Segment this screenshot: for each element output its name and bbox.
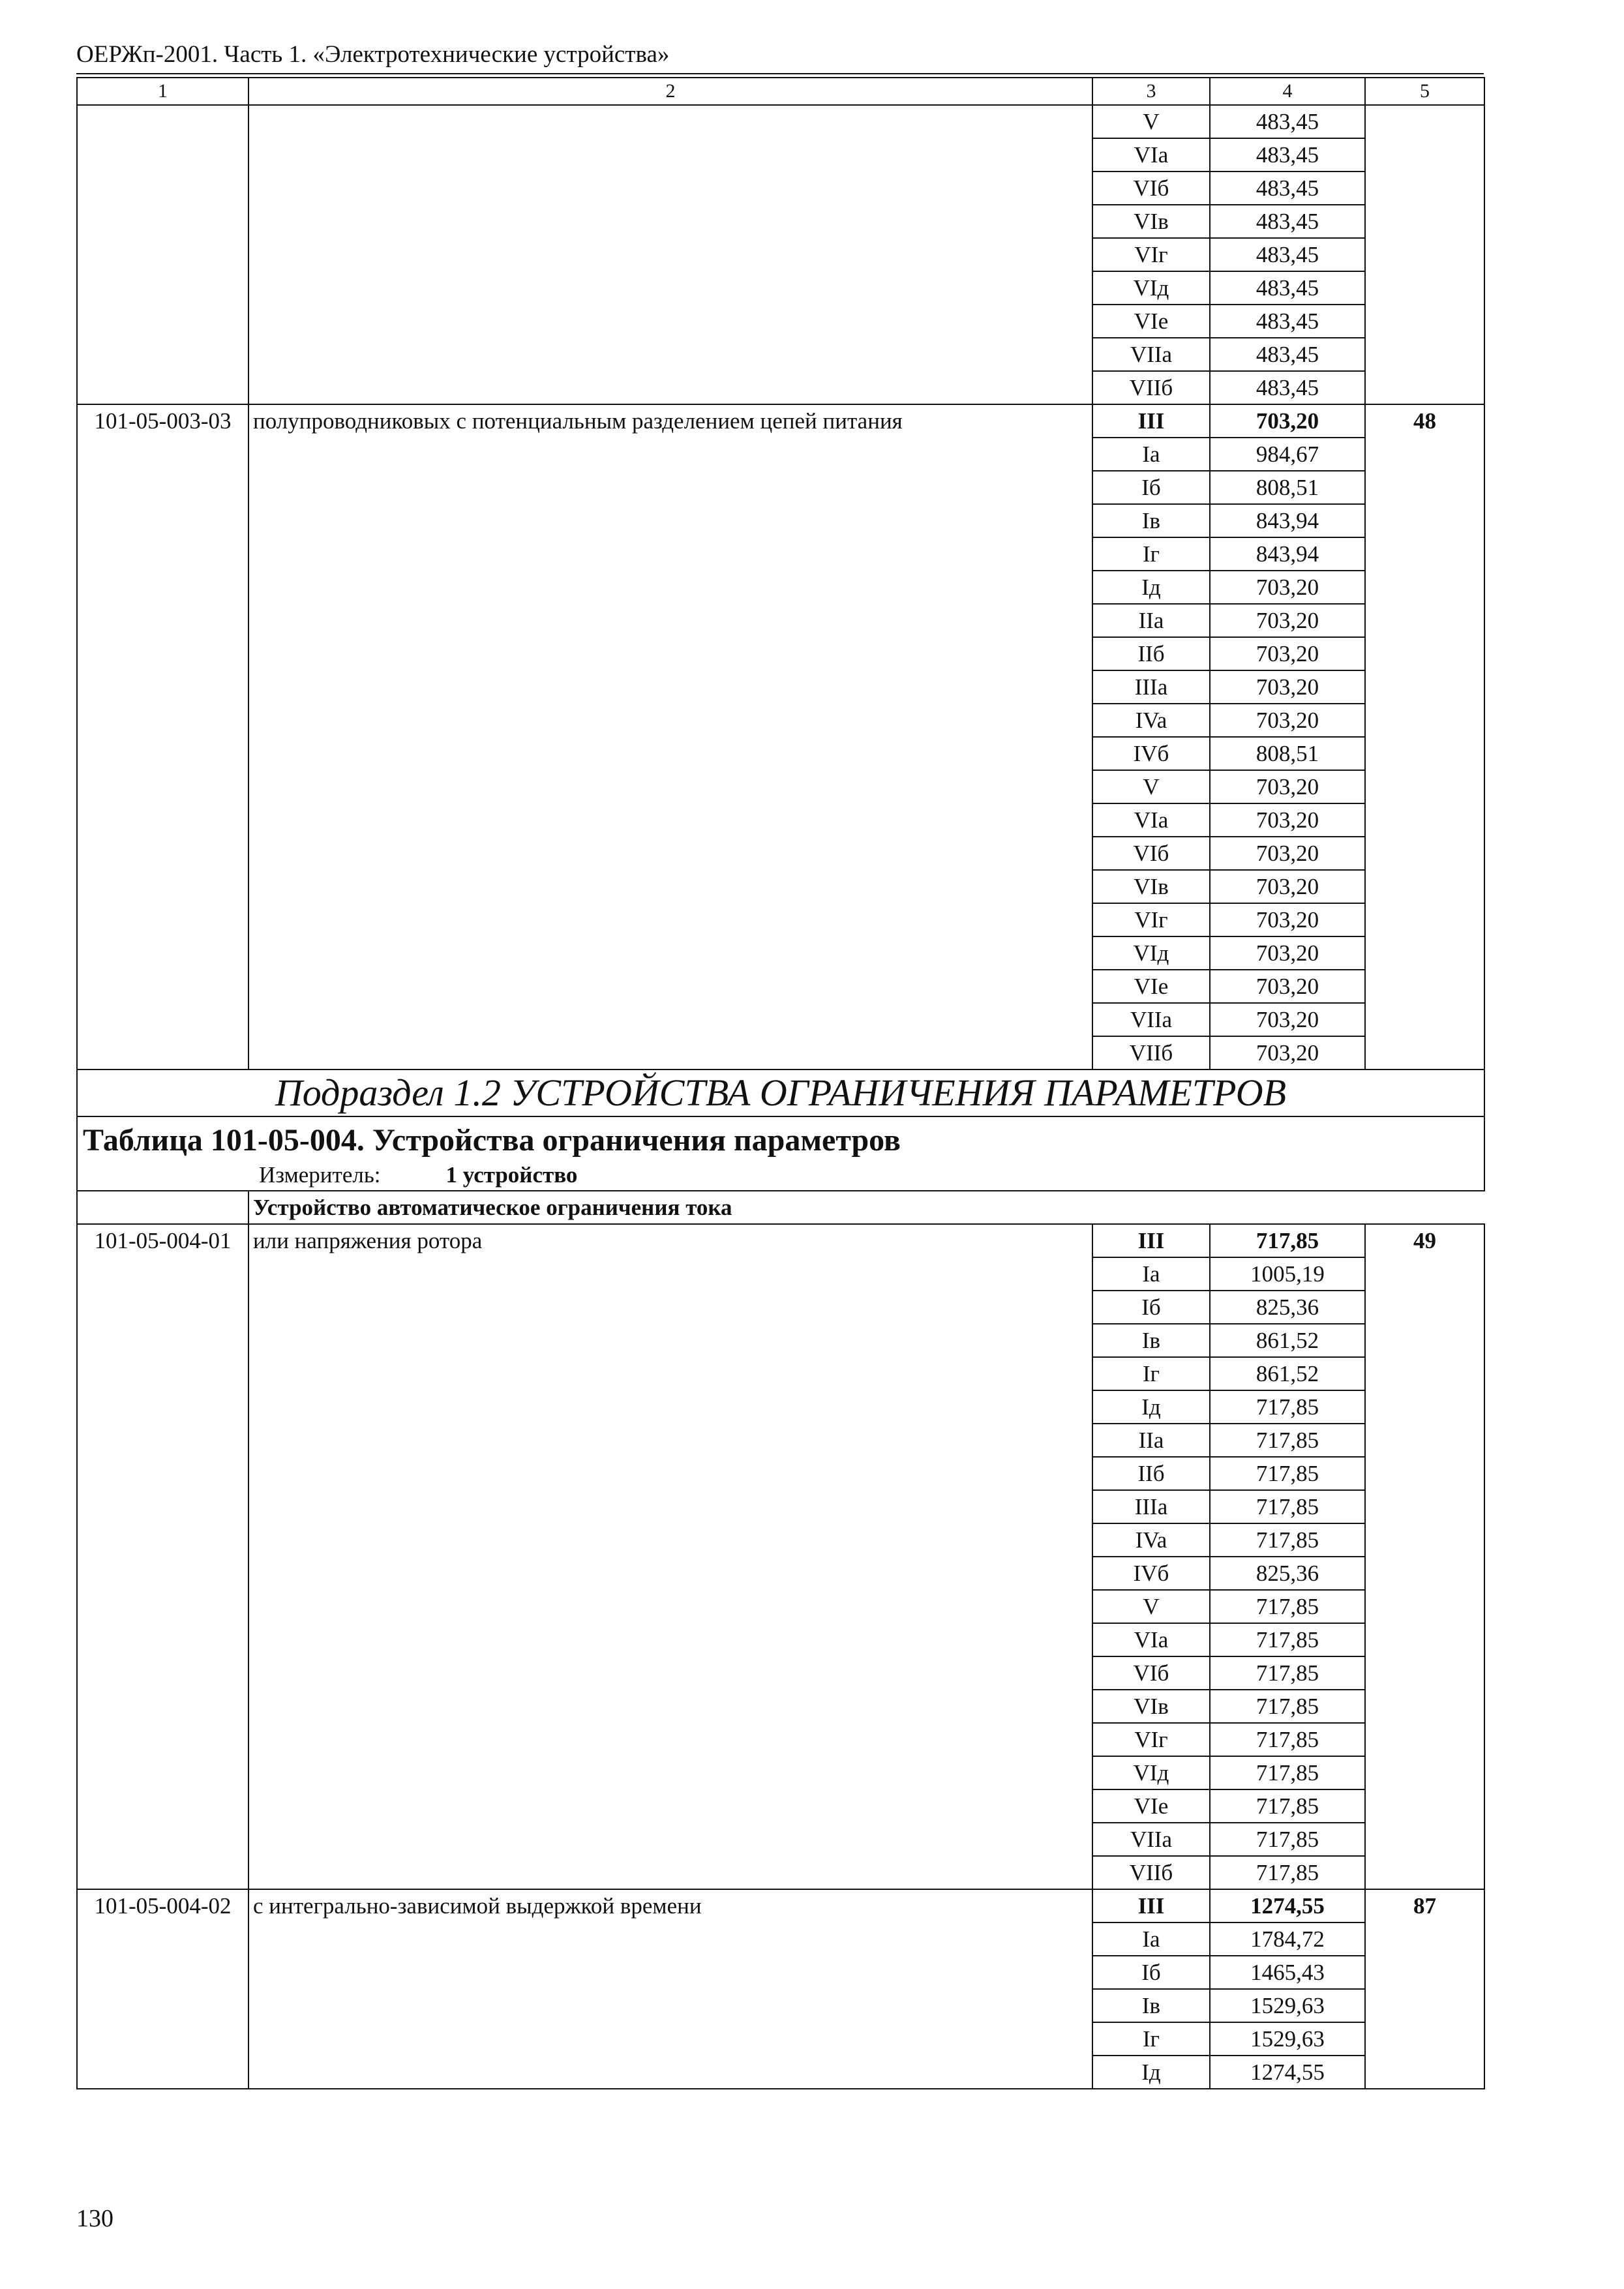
price-cell: 483,45 bbox=[1210, 238, 1365, 271]
zone-cell: VIe bbox=[1092, 1789, 1210, 1823]
price-cell: 717,85 bbox=[1210, 1756, 1365, 1789]
zone-cell: VIa bbox=[1092, 803, 1210, 837]
group-title-row bbox=[77, 1191, 1484, 1224]
zone-cell: Iг bbox=[1092, 1357, 1210, 1390]
zone-cell: Iд bbox=[1092, 571, 1210, 604]
item-code: 101-05-004-01 bbox=[77, 1224, 248, 1889]
price-cell: 483,45 bbox=[1210, 138, 1365, 172]
price-cell: 1529,63 bbox=[1210, 2022, 1365, 2056]
price-cell: 717,85 bbox=[1210, 1623, 1365, 1656]
table-title-row bbox=[77, 1116, 1484, 1191]
table-row bbox=[77, 404, 1484, 438]
item-description: с интегрально-зависимой выдержкой времени bbox=[248, 1889, 1092, 2089]
zone-cell: Iд bbox=[1092, 2056, 1210, 2089]
price-cell: 808,51 bbox=[1210, 737, 1365, 770]
zone-cell: Ia bbox=[1092, 438, 1210, 471]
zone-cell: V bbox=[1092, 1590, 1210, 1623]
zone-cell: IIIa bbox=[1092, 670, 1210, 704]
price-cell: 717,85 bbox=[1210, 1523, 1365, 1557]
zone-cell: III bbox=[1092, 404, 1210, 438]
price-cell: 717,85 bbox=[1210, 1590, 1365, 1623]
zone-cell: IVб bbox=[1092, 1557, 1210, 1590]
zone-cell: III bbox=[1092, 1889, 1210, 1922]
price-cell: 483,45 bbox=[1210, 105, 1365, 138]
price-cell: 843,94 bbox=[1210, 537, 1365, 571]
zone-cell: VIa bbox=[1092, 1623, 1210, 1656]
zone-cell: VIд bbox=[1092, 271, 1210, 305]
price-cell: 483,45 bbox=[1210, 205, 1365, 238]
header-rule bbox=[76, 73, 1484, 74]
zone-cell: IVб bbox=[1092, 737, 1210, 770]
price-cell: 825,36 bbox=[1210, 1291, 1365, 1324]
zone-cell: VIe bbox=[1092, 305, 1210, 338]
price-cell: 703,20 bbox=[1210, 670, 1365, 704]
price-cell: 717,85 bbox=[1210, 1723, 1365, 1756]
zone-cell: VIб bbox=[1092, 837, 1210, 870]
zone-cell: Iв bbox=[1092, 504, 1210, 537]
zone-cell: IVa bbox=[1092, 704, 1210, 737]
zone-cell: VIa bbox=[1092, 138, 1210, 172]
zone-cell: VIг bbox=[1092, 238, 1210, 271]
price-cell: 703,20 bbox=[1210, 936, 1365, 970]
price-cell: 717,85 bbox=[1210, 1457, 1365, 1490]
item-code: 101-05-003-03 bbox=[77, 404, 248, 1070]
zone-cell: VIIб bbox=[1092, 1856, 1210, 1889]
zone-cell: V bbox=[1092, 770, 1210, 803]
table-row bbox=[77, 105, 1484, 138]
zone-cell: VIб bbox=[1092, 1656, 1210, 1690]
price-cell: 717,85 bbox=[1210, 1690, 1365, 1723]
zone-cell: IIa bbox=[1092, 604, 1210, 637]
price-cell: 717,85 bbox=[1210, 1656, 1365, 1690]
zone-cell: VIIб bbox=[1092, 371, 1210, 404]
price-cell: 703,20 bbox=[1210, 1036, 1365, 1070]
price-cell: 1274,55 bbox=[1210, 2056, 1365, 2089]
item-description: полупроводниковых с потенциальным разделением цепей питания bbox=[248, 404, 1092, 1070]
price-cell: 717,85 bbox=[1210, 1823, 1365, 1856]
resource-cell bbox=[1365, 105, 1484, 404]
zone-cell: VIв bbox=[1092, 205, 1210, 238]
column-number-row bbox=[77, 78, 1484, 105]
zone-cell: III bbox=[1092, 1224, 1210, 1257]
zone-cell: VIг bbox=[1092, 1723, 1210, 1756]
price-cell: 703,20 bbox=[1210, 970, 1365, 1003]
zone-cell: IIб bbox=[1092, 637, 1210, 670]
price-cell: 717,85 bbox=[1210, 1789, 1365, 1823]
item-description: или напряжения ротора bbox=[248, 1224, 1092, 1889]
zone-cell: Ia bbox=[1092, 1257, 1210, 1291]
price-table bbox=[76, 77, 1485, 2089]
column-number: 3 bbox=[1092, 78, 1210, 105]
item-description bbox=[248, 105, 1092, 404]
meter-label: Измеритель: bbox=[259, 1162, 381, 1188]
price-cell: 861,52 bbox=[1210, 1357, 1365, 1390]
zone-cell: VIIa bbox=[1092, 338, 1210, 371]
page-number: 130 bbox=[76, 2205, 113, 2232]
price-cell: 1274,55 bbox=[1210, 1889, 1365, 1922]
price-cell: 717,85 bbox=[1210, 1424, 1365, 1457]
price-cell: 483,45 bbox=[1210, 305, 1365, 338]
price-cell: 483,45 bbox=[1210, 338, 1365, 371]
zone-cell: IVa bbox=[1092, 1523, 1210, 1557]
zone-cell: IIa bbox=[1092, 1424, 1210, 1457]
price-cell: 1784,72 bbox=[1210, 1922, 1365, 1956]
column-number: 5 bbox=[1365, 78, 1484, 105]
table-row bbox=[77, 1224, 1484, 1257]
subsection-row bbox=[77, 1070, 1484, 1116]
zone-cell: VIIa bbox=[1092, 1003, 1210, 1036]
zone-cell: Iг bbox=[1092, 537, 1210, 571]
price-cell: 717,85 bbox=[1210, 1390, 1365, 1424]
resource-cell: 49 bbox=[1365, 1224, 1484, 1889]
group-title: Устройство автоматическое ограничения тока bbox=[248, 1191, 1484, 1224]
meter-value: 1 устройство bbox=[445, 1162, 578, 1188]
price-cell: 703,20 bbox=[1210, 903, 1365, 936]
price-cell: 703,20 bbox=[1210, 404, 1365, 438]
price-cell: 703,20 bbox=[1210, 870, 1365, 903]
column-number: 4 bbox=[1210, 78, 1365, 105]
price-cell: 703,20 bbox=[1210, 770, 1365, 803]
table-title-cell bbox=[77, 1116, 1484, 1191]
price-cell: 703,20 bbox=[1210, 837, 1365, 870]
price-cell: 1529,63 bbox=[1210, 1989, 1365, 2022]
zone-cell: IIб bbox=[1092, 1457, 1210, 1490]
table-row bbox=[77, 1889, 1484, 1922]
column-number: 1 bbox=[77, 78, 248, 105]
price-cell: 483,45 bbox=[1210, 172, 1365, 205]
price-cell: 1465,43 bbox=[1210, 1956, 1365, 1989]
zone-cell: VIд bbox=[1092, 1756, 1210, 1789]
price-cell: 703,20 bbox=[1210, 704, 1365, 737]
price-cell: 984,67 bbox=[1210, 438, 1365, 471]
price-table-body bbox=[77, 78, 1484, 2089]
price-cell: 825,36 bbox=[1210, 1557, 1365, 1590]
price-cell: 843,94 bbox=[1210, 504, 1365, 537]
zone-cell: VIIб bbox=[1092, 1036, 1210, 1070]
zone-cell: VIIa bbox=[1092, 1823, 1210, 1856]
price-cell: 483,45 bbox=[1210, 271, 1365, 305]
price-cell: 703,20 bbox=[1210, 571, 1365, 604]
zone-cell: VIe bbox=[1092, 970, 1210, 1003]
zone-cell: Iд bbox=[1092, 1390, 1210, 1424]
zone-cell: IIIa bbox=[1092, 1490, 1210, 1523]
price-cell: 861,52 bbox=[1210, 1324, 1365, 1357]
zone-cell: Iб bbox=[1092, 1956, 1210, 1989]
zone-cell: V bbox=[1092, 105, 1210, 138]
price-cell: 703,20 bbox=[1210, 803, 1365, 837]
page-header: ОЕРЖп-2001. Часть 1. «Электротехнические устройства» bbox=[76, 41, 670, 68]
resource-cell: 48 bbox=[1365, 404, 1484, 1070]
price-cell: 703,20 bbox=[1210, 1003, 1365, 1036]
zone-cell: Iб bbox=[1092, 471, 1210, 504]
zone-cell: Iг bbox=[1092, 2022, 1210, 2056]
zone-cell: VIг bbox=[1092, 903, 1210, 936]
column-number: 2 bbox=[248, 78, 1092, 105]
meter-line bbox=[83, 1160, 1479, 1190]
price-cell: 703,20 bbox=[1210, 637, 1365, 670]
price-cell: 717,85 bbox=[1210, 1224, 1365, 1257]
zone-cell: Ia bbox=[1092, 1922, 1210, 1956]
zone-cell: Iв bbox=[1092, 1324, 1210, 1357]
zone-cell: Iв bbox=[1092, 1989, 1210, 2022]
zone-cell: VIв bbox=[1092, 870, 1210, 903]
zone-cell: VIб bbox=[1092, 172, 1210, 205]
zone-cell: VIд bbox=[1092, 936, 1210, 970]
price-cell: 1005,19 bbox=[1210, 1257, 1365, 1291]
price-cell: 483,45 bbox=[1210, 371, 1365, 404]
table-title: Таблица 101-05-004. Устройства ограничения параметров bbox=[83, 1123, 901, 1158]
price-cell: 717,85 bbox=[1210, 1490, 1365, 1523]
price-cell: 703,20 bbox=[1210, 604, 1365, 637]
group-title-blank bbox=[77, 1191, 248, 1224]
item-code: 101-05-004-02 bbox=[77, 1889, 248, 2089]
price-cell: 808,51 bbox=[1210, 471, 1365, 504]
item-code bbox=[77, 105, 248, 404]
resource-cell: 87 bbox=[1365, 1889, 1484, 2089]
price-cell: 717,85 bbox=[1210, 1856, 1365, 1889]
subsection-title: Подраздел 1.2 УСТРОЙСТВА ОГРАНИЧЕНИЯ ПАРАМЕТРОВ bbox=[77, 1070, 1484, 1116]
zone-cell: Iб bbox=[1092, 1291, 1210, 1324]
zone-cell: VIв bbox=[1092, 1690, 1210, 1723]
